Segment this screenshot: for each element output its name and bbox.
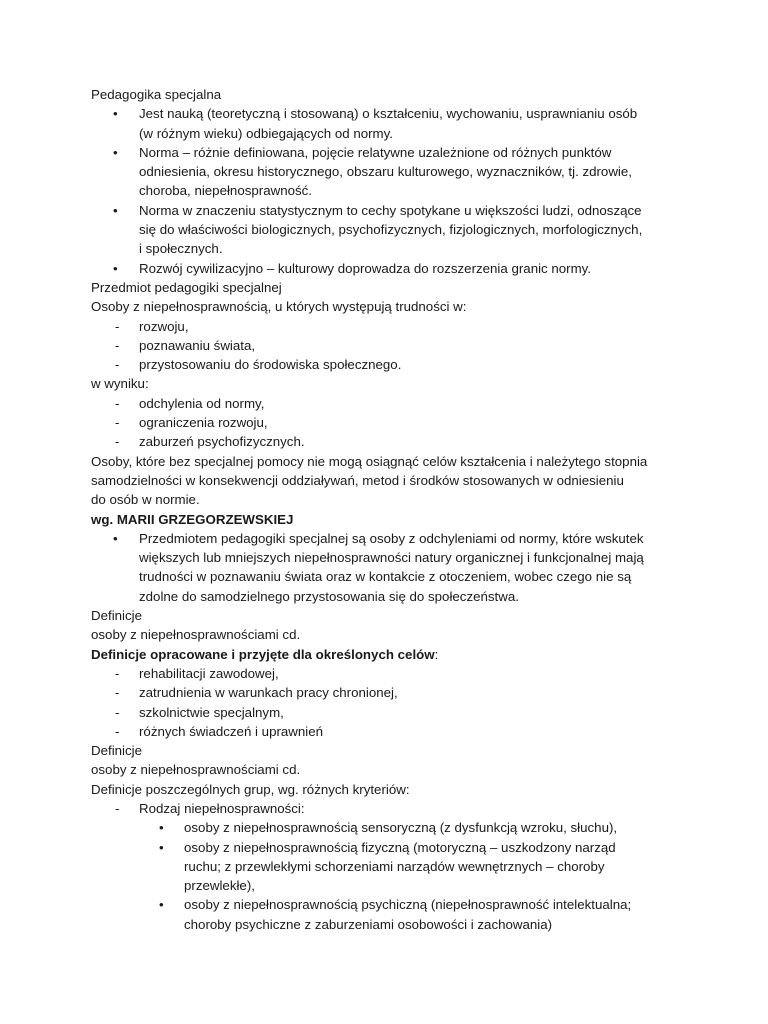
list-item — [91, 432, 691, 451]
doc-title: Pedagogika specjalna — [91, 87, 222, 102]
kinds-sub-list — [91, 818, 691, 934]
list-item-text: osoby z niepełnosprawnością sensoryczną (z dysfunkcją wzroku, słuchu), — [184, 820, 618, 836]
bullet-marker: • — [159, 839, 164, 855]
bullet-marker: • — [113, 106, 118, 122]
list-item — [91, 336, 691, 355]
results-list — [91, 394, 691, 452]
section-intro: Osoby z niepełnosprawnością, u których występują trudności w: — [91, 299, 467, 315]
document-page — [91, 85, 691, 934]
list-item-text: Jest nauką (teoretyczną i stosowaną) o kształceniu, wychowaniu, usprawnianiu osób — [139, 106, 638, 122]
definitions-purpose-colon: : — [434, 646, 439, 662]
list-item-text: osoby z niepełnosprawnością fizyczną (motoryczną – uszkodzony narząd — [184, 839, 616, 855]
definitions-groups: Definicje poszczególnych grup, wg. różnych kryteriów: — [91, 781, 410, 797]
list-item-text: większych lub mniejszych niepełnosprawności natury organicznej i funkcjonalnej mają — [139, 550, 644, 566]
list-item-text: zdolne do samodzielnego przystosowania się do społeczeństwa. — [139, 588, 519, 604]
difficulties-list — [91, 317, 691, 375]
list-item — [91, 201, 691, 259]
paragraph-line: samodzielności w konsekwencji oddziaływań, metod i środków stosowanych w odniesieniu — [91, 472, 624, 488]
bullet-marker: • — [159, 897, 164, 913]
paragraph-line: do osób w normie. — [91, 492, 200, 508]
list-item — [91, 143, 691, 201]
list-item — [91, 703, 691, 722]
list-item-text: Norma – różnie definiowana, pojęcie relatywne uzależnione od różnych punktów — [139, 144, 612, 160]
list-item — [91, 818, 691, 837]
dash-marker: - — [115, 723, 120, 739]
list-item — [91, 722, 691, 741]
grzegorzewska-heading: wg. MARII GRZEGORZEWSKIEJ — [91, 511, 294, 527]
dash-marker: - — [115, 800, 120, 816]
purposes-list — [91, 664, 691, 741]
dash-marker: - — [115, 337, 120, 353]
dash-marker: - — [115, 665, 120, 681]
bullet-marker: • — [113, 530, 118, 546]
list-item-text: przewlekłe), — [184, 878, 255, 894]
list-item-text: i społecznych. — [139, 241, 223, 257]
list-item-text: Rodzaj niepełnosprawności: — [139, 800, 305, 816]
section-heading: Przedmiot pedagogiki specjalnej — [91, 279, 282, 295]
bullet-marker: • — [159, 820, 164, 836]
dash-marker: - — [115, 357, 120, 373]
definitions-label: Definicje — [91, 743, 142, 759]
list-item-text: Przedmiotem pedagogiki specjalnej są osoby z odchyleniami od normy, które wskutek — [139, 530, 644, 546]
list-item-text: poznawaniu świata, — [139, 337, 256, 353]
list-item — [91, 317, 691, 336]
list-item — [91, 259, 691, 278]
grzegorzewska-bullet-list — [91, 529, 691, 606]
kind-list — [91, 799, 691, 818]
definitions-purpose-heading-text: Definicje opracowane i przyjęte dla określonych celów — [91, 646, 435, 662]
paragraph — [91, 452, 691, 510]
list-item-text: rehabilitacji zawodowej, — [139, 665, 279, 681]
list-item-text: choroby psychiczne z zaburzeniami osobowości i zachowania) — [184, 916, 553, 932]
list-item-text: Norma w znaczeniu statystycznym to cechy spotykane u większości ludzi, odnoszące — [139, 202, 642, 218]
dash-marker: - — [115, 704, 120, 720]
definitions-label: Definicje — [91, 608, 142, 624]
dash-marker: - — [115, 395, 120, 411]
list-item-text: odchylenia od normy, — [139, 395, 265, 411]
dash-marker: - — [115, 415, 120, 431]
list-item-text: ruchu; z przewlekłymi schorzeniami narządów wewnętrznych – choroby — [184, 858, 605, 874]
list-item — [91, 104, 691, 143]
bullet-marker: • — [113, 260, 118, 276]
list-item-text: (w różnym wieku) odbiegających od normy. — [139, 125, 393, 141]
list-item-text: ograniczenia rozwoju, — [139, 415, 268, 431]
result-label: w wyniku: — [91, 376, 149, 392]
list-item-text: osoby z niepełnosprawnością psychiczną (niepełnosprawność intelektualna; — [184, 897, 632, 913]
list-item-text: zatrudnienia w warunkach pracy chronionej, — [139, 685, 398, 701]
list-item-text: trudności w poznawaniu świata oraz w kontakcie z otoczeniem, wobec czego nie są — [139, 569, 632, 585]
list-item — [91, 529, 691, 606]
list-item — [91, 683, 691, 702]
list-item — [91, 394, 691, 413]
list-item-text: się do właściwości biologicznych, psychofizycznych, fizjologicznych, morfologicznych, — [139, 222, 643, 238]
list-item — [91, 355, 691, 374]
dash-marker: - — [115, 685, 120, 701]
bullet-marker: • — [113, 202, 118, 218]
list-item — [91, 895, 691, 934]
definitions-subtitle: osoby z niepełnosprawnościami cd. — [91, 762, 301, 778]
list-item-text: choroba, niepełnosprawność. — [139, 183, 312, 199]
list-item — [91, 838, 691, 896]
dash-marker: - — [115, 318, 120, 334]
paragraph-line: Osoby, które bez specjalnej pomocy nie mogą osiągnąć celów kształcenia i należytego stopnia — [91, 453, 648, 469]
list-item-text: zaburzeń psychofizycznych. — [139, 434, 305, 450]
list-item-text: Rozwój cywilizacyjno – kulturowy doprowadza do rozszerzenia granic normy. — [139, 260, 592, 276]
definitions-subtitle: osoby z niepełnosprawnościami cd. — [91, 627, 301, 643]
list-item-text: odniesienia, okresu historycznego, obszaru kulturowego, wyznaczników, tj. zdrowie, — [139, 164, 632, 180]
list-item-text: rozwoju, — [139, 318, 189, 334]
definitions-purpose-heading — [91, 645, 691, 664]
list-item — [91, 664, 691, 683]
list-item — [91, 799, 691, 818]
list-item-text: szkolnictwie specjalnym, — [139, 704, 284, 720]
list-item — [91, 413, 691, 432]
bullet-marker: • — [113, 144, 118, 160]
intro-bullet-list — [91, 104, 691, 278]
dash-marker: - — [115, 434, 120, 450]
list-item-text: różnych świadczeń i uprawnień — [139, 723, 324, 739]
list-item-text: przystosowaniu do środowiska społecznego. — [139, 357, 402, 373]
